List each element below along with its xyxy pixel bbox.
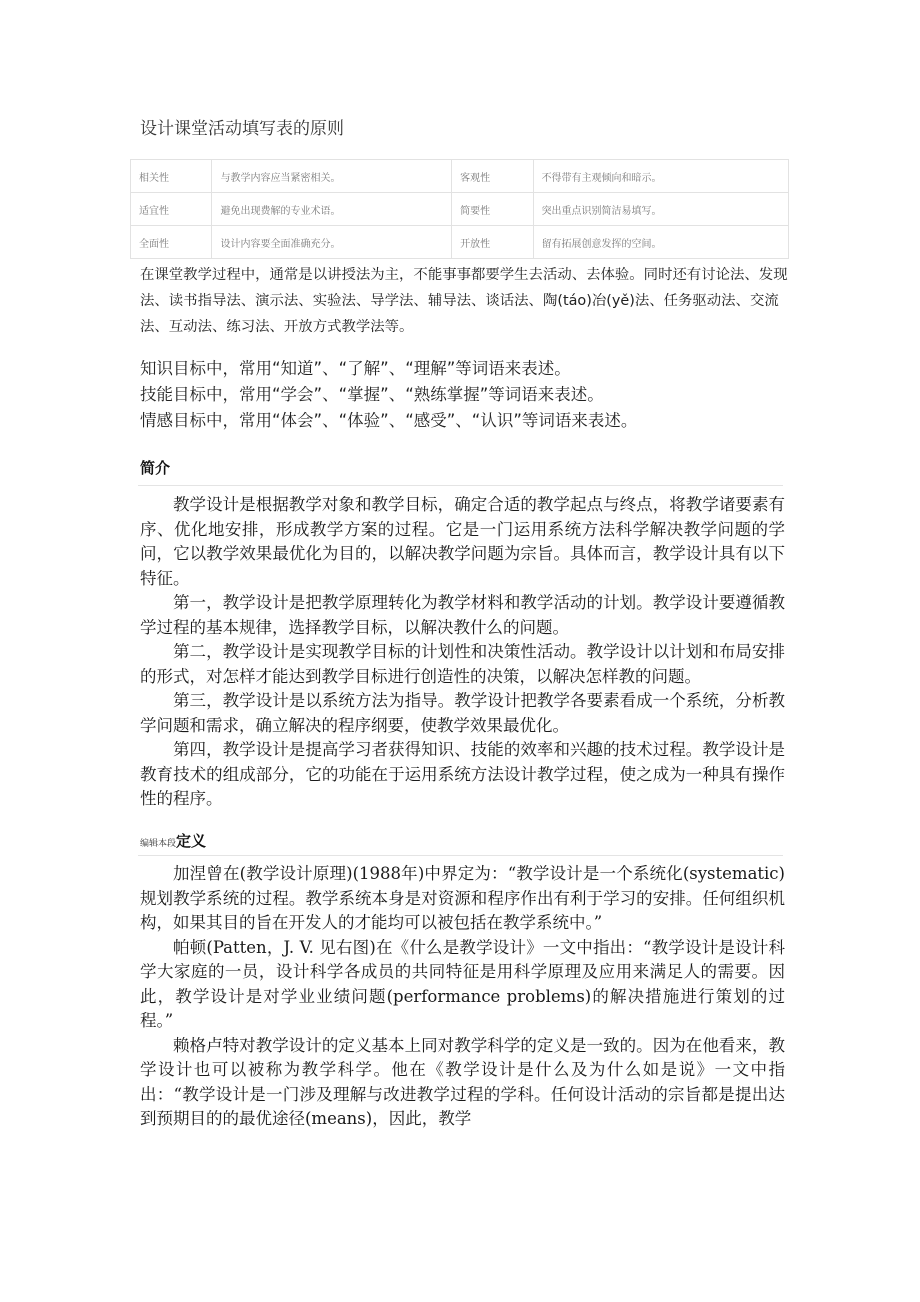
definition-paragraph: 加涅曾在(教学设计原理)(1988年)中界定为：“教学设计是一个系统化(systematic)规划教学系统的过程。教学系统本身是对资源和程序作出有利于学习的安排。任何组织机构，如果其目的旨在开发人的才能均可以被包括在教学系统中。” (140, 864, 785, 932)
definition-heading: 定义 (176, 832, 207, 850)
definition-body (140, 862, 785, 1132)
definition-divider (138, 855, 783, 856)
table-row (131, 193, 789, 226)
intro-paragraph: 第二，教学设计是实现教学目标的计划性和决策性活动。教学设计以计划和布局安排的形式，对怎样才能达到教学目标进行创造性的决策，以解决怎样教的问题。 (140, 642, 785, 686)
objective-line: 知识目标中，常用“知道”、“了解”、“理解”等词语来表述。 (140, 359, 571, 378)
definition-heading-row (140, 830, 206, 851)
intro-paragraph: 第四，教学设计是提高学习者获得知识、技能的效率和兴趣的技术过程。教学设计是教育技术的组成部分，它的功能在于运用系统方法设计教学过程，使之成为一种具有操作性的程序。 (140, 740, 785, 808)
intro-paragraph: 第一，教学设计是把教学原理转化为教学材料和教学活动的计划。教学设计要遵循教学过程的基本规律，选择教学目标，以解决教什么的问题。 (140, 593, 785, 637)
intro-heading: 简介 (140, 459, 171, 477)
intro-paragraph: 教学设计是根据教学对象和教学目标，确定合适的教学起点与终点，将教学诸要素有序、优化地安排，形成教学方案的过程。它是一门运用系统方法科学解决教学问题的学问，它以教学效果最优化为目的，以解决教学问题为宗旨。具体而言，教学设计具有以下特征。 (140, 495, 785, 588)
principle-key: 相关性 (131, 160, 212, 193)
principles-table (130, 159, 789, 259)
principle-value: 设计内容要全面准确充分。 (212, 226, 452, 259)
objectives-list (140, 356, 800, 434)
principle-value: 突出重点识别简洁易填写。 (533, 193, 788, 226)
edit-section-link[interactable]: 编辑本段 (140, 839, 177, 849)
intro-paragraph: 第三，教学设计是以系统方法为指导。教学设计把教学各要素看成一个系统，分析教学问题和需求，确立解决的程序纲要，使教学效果最优化。 (140, 691, 785, 735)
definition-paragraph: 帕顿(Patten，J. V. 见右图)在《什么是教学设计》一文中指出：“教学设计是设计科学大家庭的一员，设计科学各成员的共同特征是用科学原理及应用来满足人的需要。因此，教学设计是对学业业绩问题(performance problems)的解决措施进行策划的过程。” (140, 937, 785, 1030)
document-title: 设计课堂活动填写表的原则 (140, 119, 344, 139)
principle-key: 简要性 (452, 193, 533, 226)
principle-key: 全面性 (131, 226, 212, 259)
definition-paragraph: 赖格卢特对教学设计的定义基本上同对教学科学的定义是一致的。因为在他看来，教学设计也可以被称为教学科学。他在《教学设计是什么及为什么如是说》一文中指出：“教学设计是一门涉及理解与改进教学过程的学科。任何设计活动的宗旨都是提出达到预期目的的最优途径(means)，因此，教学 (140, 1035, 785, 1128)
objective-line: 技能目标中，常用“学会”、“掌握”、“熟练掌握”等词语来表述。 (140, 385, 604, 404)
principle-value: 避免出现费解的专业术语。 (212, 193, 452, 226)
principle-value: 与教学内容应当紧密相关。 (212, 160, 452, 193)
table-row (131, 160, 789, 193)
principle-key: 适宜性 (131, 193, 212, 226)
principle-key: 客观性 (452, 160, 533, 193)
intro-divider (138, 485, 783, 486)
table-row (131, 226, 789, 259)
principle-value: 留有拓展创意发挥的空间。 (533, 226, 788, 259)
objective-line: 情感目标中，常用“体会”、“体验”、“感受”、“认识”等词语来表述。 (140, 411, 638, 430)
intro-body (140, 493, 785, 812)
principle-value: 不得带有主观倾向和暗示。 (533, 160, 788, 193)
teaching-methods-paragraph: 在课堂教学过程中，通常是以讲授法为主，不能事事都要学生去活动、去体验。同时还有讨论法、发现法、读书指导法、演示法、实验法、导学法、辅导法、谈话法、陶(táo)冶(yě)法、任务驱动法、交流法、互动法、练习法、开放方式教学法等。 (140, 267, 788, 335)
principle-key: 开放性 (452, 226, 533, 259)
